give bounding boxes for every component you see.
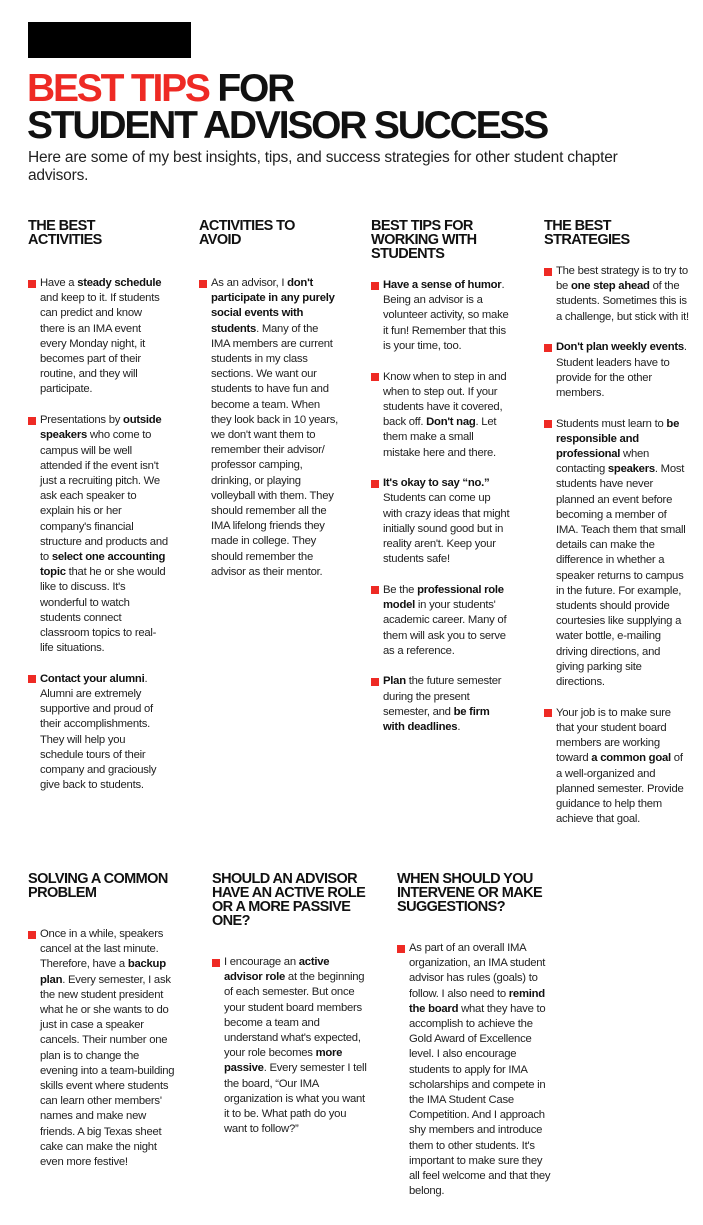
- body-text: . Every semester I tell the board, “Our IMA organization is what you want it to be. What path do you want to follow?”: [224, 1062, 367, 1136]
- tip-item: [212, 955, 367, 1137]
- tips-list: [199, 276, 339, 580]
- emphasis-text: backup plan: [40, 958, 166, 986]
- tip-item: [544, 706, 689, 828]
- column-heading-line: OR A MORE PASSIVE: [212, 899, 351, 915]
- body-text: . Let them make a small mistake here and there.: [383, 416, 497, 459]
- column-solving-common-problem: [28, 872, 176, 1186]
- body-text: . Student leaders have to provide for the other members.: [556, 341, 687, 399]
- emphasis-text: a common goal: [591, 752, 671, 765]
- body-text: the future semester during the present semester, and: [383, 675, 502, 718]
- intro-paragraph: Here are some of my best insights, tips, and success strategies for other student chapter advisors.: [28, 149, 618, 184]
- body-text: . Many of the IMA members are current students in my class sections. We want our students to have fun and become a team. When they look back in 10 years, we don't want them to remember their advisor/ professor camping, drinking, or playing volleyball with them. They should remember all the IMA lifelong friends they made in college. They should remember the advisor as their mentor.: [211, 322, 339, 578]
- red-square-bullet-icon: [28, 931, 36, 939]
- tips-list: [28, 276, 168, 794]
- body-text: Students must learn to: [556, 417, 667, 430]
- body-text: . Being an advisor is a volunteer activity, so make it fun! Remember that this is your time, too.: [383, 279, 509, 352]
- column-heading: [544, 219, 689, 247]
- body-text: in your students' academic career. Many of them will ask you to serve as a reference.: [383, 599, 507, 657]
- tips-list: [212, 955, 367, 1137]
- red-square-bullet-icon: [199, 280, 207, 288]
- body-text: Your job is to make sure that your student board members are working toward: [556, 706, 671, 765]
- emphasis-text: don't participate in any purely social events with students: [211, 277, 335, 335]
- emphasis-text: be firm with deadlines: [383, 705, 490, 734]
- emphasis-text: It's okay to say “no.”: [383, 477, 490, 490]
- body-text: The best strategy is to try to be: [556, 265, 688, 293]
- red-square-bullet-icon: [371, 373, 379, 381]
- body-text: that he or she would like to discuss. It's wonderful to watch students connect classroom topics to real-life situations.: [40, 566, 166, 655]
- column-heading: [199, 219, 339, 247]
- column-heading-line: HAVE AN ACTIVE ROLE: [212, 885, 366, 901]
- red-square-bullet-icon: [371, 678, 379, 686]
- emphasis-text: speakers: [607, 463, 655, 476]
- column-heading-line: THE BEST ACTIVITIES: [28, 218, 102, 248]
- column-best-strategies: [544, 219, 689, 843]
- emphasis-text: Contact your alumni: [40, 672, 145, 685]
- emphasis-text: more passive: [224, 1047, 343, 1075]
- body-text: when contacting: [556, 448, 650, 476]
- body-text: As an advisor, I: [211, 277, 288, 289]
- body-text: . Most students have never planned an event before becoming a member of IMA. Teach them that small details can make the difference in whether a speaker returns to campus in the future. For example, students should provide courtesies like supplying a water bottle, e-mailing driving directions, and giving parking site directions.: [556, 463, 686, 689]
- emphasis-text: steady schedule: [77, 277, 162, 289]
- body-text: . Every semester, I ask the new student president what he or she wants to do just in case a speaker cancels. Their number one plan is to change the evening into a team-building skills event where students can learn other members' names and make new friends. A big Texas sheet cake can make the night even more festive!: [40, 973, 175, 1169]
- column-heading-line: ONE?: [212, 913, 250, 929]
- tip-item: [371, 278, 511, 354]
- body-text: Be the: [383, 583, 418, 596]
- column-heading-line: WHEN SHOULD YOU: [397, 871, 533, 887]
- column-heading-line: BEST TIPS FOR: [371, 218, 473, 234]
- tip-item: [544, 264, 689, 325]
- column-active-or-passive-role: [212, 872, 367, 1153]
- emphasis-text: outside speakers: [40, 414, 162, 442]
- emphasis-text: Have a sense of humor: [383, 279, 502, 291]
- body-text: As part of an overall IMA organization, an IMA student advisor has rules (goals) to follow. I also need to: [409, 942, 546, 1000]
- column-heading: [371, 219, 511, 261]
- body-text: Once in a while, speakers cancel at the last minute. Therefore, have a: [40, 928, 164, 971]
- body-text: I encourage an: [224, 956, 299, 968]
- body-text: .: [457, 721, 461, 734]
- column-heading: [397, 872, 552, 914]
- tip-item: [28, 276, 168, 398]
- tip-item: [397, 941, 552, 1199]
- column-heading-line: INTERVENE OR MAKE: [397, 885, 543, 901]
- column-heading: [212, 872, 367, 928]
- body-text: of the students. Sometimes this is a challenge, but stick with it!: [556, 280, 689, 323]
- tips-list: [544, 264, 689, 827]
- emphasis-text: active advisor role: [224, 956, 330, 984]
- red-square-bullet-icon: [544, 420, 552, 428]
- red-square-bullet-icon: [28, 280, 36, 288]
- column-heading-line: STUDENTS: [371, 246, 445, 262]
- emphasis-text: be responsible and professional: [556, 417, 680, 461]
- body-text: Know when to step in and when to step out. If your students have it covered, back off.: [383, 370, 507, 429]
- red-square-bullet-icon: [371, 586, 379, 594]
- column-best-activities: [28, 219, 168, 809]
- tip-item: [544, 340, 689, 401]
- red-square-bullet-icon: [371, 480, 379, 488]
- body-text: . Alumni are extremely supportive and proud of their accomplishments. They will help you schedule tours of their company and graciously give back to students.: [40, 672, 157, 792]
- emphasis-text: Plan: [383, 675, 406, 688]
- emphasis-text: one step ahead: [570, 280, 650, 293]
- emphasis-text: remind the board: [409, 987, 545, 1015]
- column-heading-line: WORKING WITH: [371, 232, 477, 248]
- page-title: [27, 67, 687, 147]
- tip-item: [28, 413, 168, 656]
- red-square-bullet-icon: [397, 945, 405, 953]
- column-activities-to-avoid: [199, 219, 339, 596]
- tip-item: [371, 583, 511, 659]
- tips-list: [397, 941, 552, 1199]
- red-square-bullet-icon: [544, 344, 552, 352]
- tip-item: [28, 672, 168, 794]
- tip-item: [371, 370, 511, 461]
- column-heading-line: SUGGESTIONS?: [397, 899, 506, 915]
- red-square-bullet-icon: [544, 268, 552, 276]
- red-square-bullet-icon: [544, 709, 552, 717]
- body-text: Students can come up with crazy ideas that might initially sound good but in reality aren't. Keep your students safe!: [383, 492, 510, 566]
- body-text: and keep to it. If students can predict and know there is an IMA event every Monday night, it becomes part of their routine, and they will participate.: [40, 292, 160, 396]
- tips-list: [28, 927, 176, 1170]
- column-heading-line: ACTIVITIES TO AVOID: [199, 218, 295, 248]
- body-text: who come to campus will be well attended if the event isn't just a recruiting pitch. We ask each speaker to explain his or her company's financial structure and products and to: [40, 429, 168, 563]
- column-when-to-intervene: [397, 872, 552, 1215]
- column-heading-line: THE BEST: [544, 218, 611, 234]
- emphasis-text: professional role model: [383, 583, 504, 612]
- red-square-bullet-icon: [28, 417, 36, 425]
- tip-item: [199, 276, 339, 580]
- body-text: Have a: [40, 277, 78, 289]
- tips-list: [371, 278, 511, 735]
- column-heading-line: PROBLEM: [28, 885, 97, 901]
- emphasis-text: Don't nag: [426, 416, 476, 429]
- column-heading: [28, 872, 176, 900]
- tip-item: [371, 476, 511, 567]
- tip-item: [371, 674, 511, 735]
- body-text: what they have to accomplish to achieve the Gold Award of Excellence level. I also encourage students to apply for IMA scholarships and compete in the IMA Student Case Competition. And I approach shy members and introduce them to other students. It's important to make sure they all feel welcome and that they belong.: [409, 1002, 551, 1198]
- title-second-line: STUDENT ADVISOR SUCCESS: [27, 104, 548, 147]
- column-heading-line: STRATEGIES: [544, 232, 630, 248]
- title-first-line-rest: FOR: [208, 67, 294, 110]
- emphasis-text: Don't plan weekly events: [556, 341, 684, 354]
- column-best-tips-working-with-students: [371, 219, 511, 751]
- column-heading-line: SOLVING A COMMON: [28, 871, 168, 887]
- body-text: Presentations by: [40, 414, 124, 427]
- tip-item: [544, 417, 689, 691]
- column-heading: [28, 219, 168, 247]
- body-text: of a well-organized and planned semester. Provide guidance to help them achieve that goal.: [556, 752, 684, 826]
- red-square-bullet-icon: [371, 282, 379, 290]
- red-square-bullet-icon: [28, 675, 36, 683]
- emphasis-text: select one accounting topic: [40, 550, 166, 579]
- column-heading-line: SHOULD AN ADVISOR: [212, 871, 358, 887]
- title-red-part: BEST TIPS: [27, 67, 209, 110]
- body-text: at the beginning of each semester. But once your student board members become a team and understand what's expected, your role becomes: [224, 971, 365, 1060]
- red-square-bullet-icon: [212, 959, 220, 967]
- top-black-bar: [28, 22, 191, 58]
- tip-item: [28, 927, 176, 1170]
